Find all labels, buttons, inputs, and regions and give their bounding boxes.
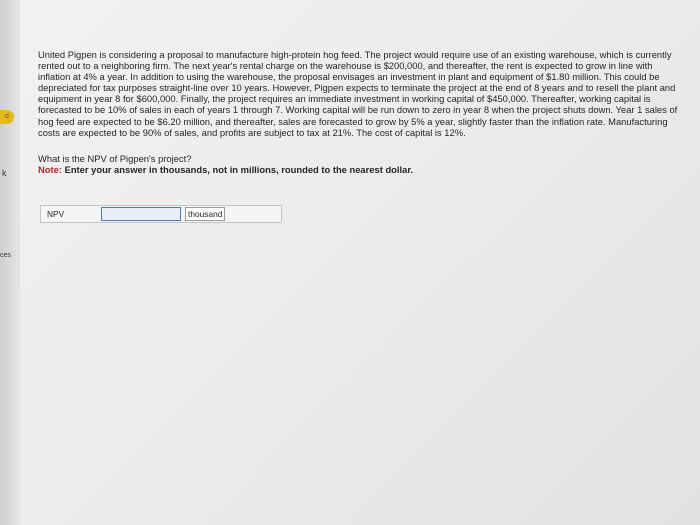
npv-input[interactable]: [101, 207, 181, 221]
question-content: [38, 49, 688, 219]
sidebar-item-references[interactable]: ces: [0, 252, 11, 259]
sidebar-mark[interactable]: k: [2, 168, 7, 178]
question-text: What is the NPV of Pigpen's project?: [38, 152, 192, 164]
answer-note: [38, 164, 688, 175]
sidebar-badge[interactable]: d: [0, 110, 14, 124]
note-label: Note:: [38, 163, 62, 175]
answer-row: [40, 205, 282, 223]
problem-text: United Pigpen is considering a proposal to manufacture high-protein hog feed. The project would require use of an existing warehouse, which is currently rented out to a neighboring firm. The next year's rental charge on the warehouse is $200,000, and thereafter, the rent is expected to grow in line with inflation at 4% a year. In addition to using the warehouse, the proposal envisages an investment in plant and equipment of $1.80 million. This could be depreciated for tax purposes straight-line over 10 years. However, Pigpen expects to terminate the project at the end of 8 years and to resell the plant and equipment in year 8 for $600,000. Finally, the project requires an immediate investment in working capital of $450,000. Thereafter, working capital is forecasted to be 10% of sales in each of years 1 through 7. Working capital will be run down to zero in year 8 when the project shuts down. Year 1 sales of hog feed are expected to be $6.20 million, and thereafter, sales are forecasted to grow by 5% a year, slightly faster than the inflation rate. Manufacturing costs are expected to be 90% of sales, and profits are subject to tax at 21%. The cost of capital is 12%.: [38, 49, 678, 138]
note-text: Enter your answer in thousands, not in millions, rounded to the nearest dollar.: [61, 163, 414, 175]
npv-label: NPV: [47, 209, 65, 219]
sidebar: [0, 0, 20, 525]
unit-label: thousand: [185, 207, 225, 221]
